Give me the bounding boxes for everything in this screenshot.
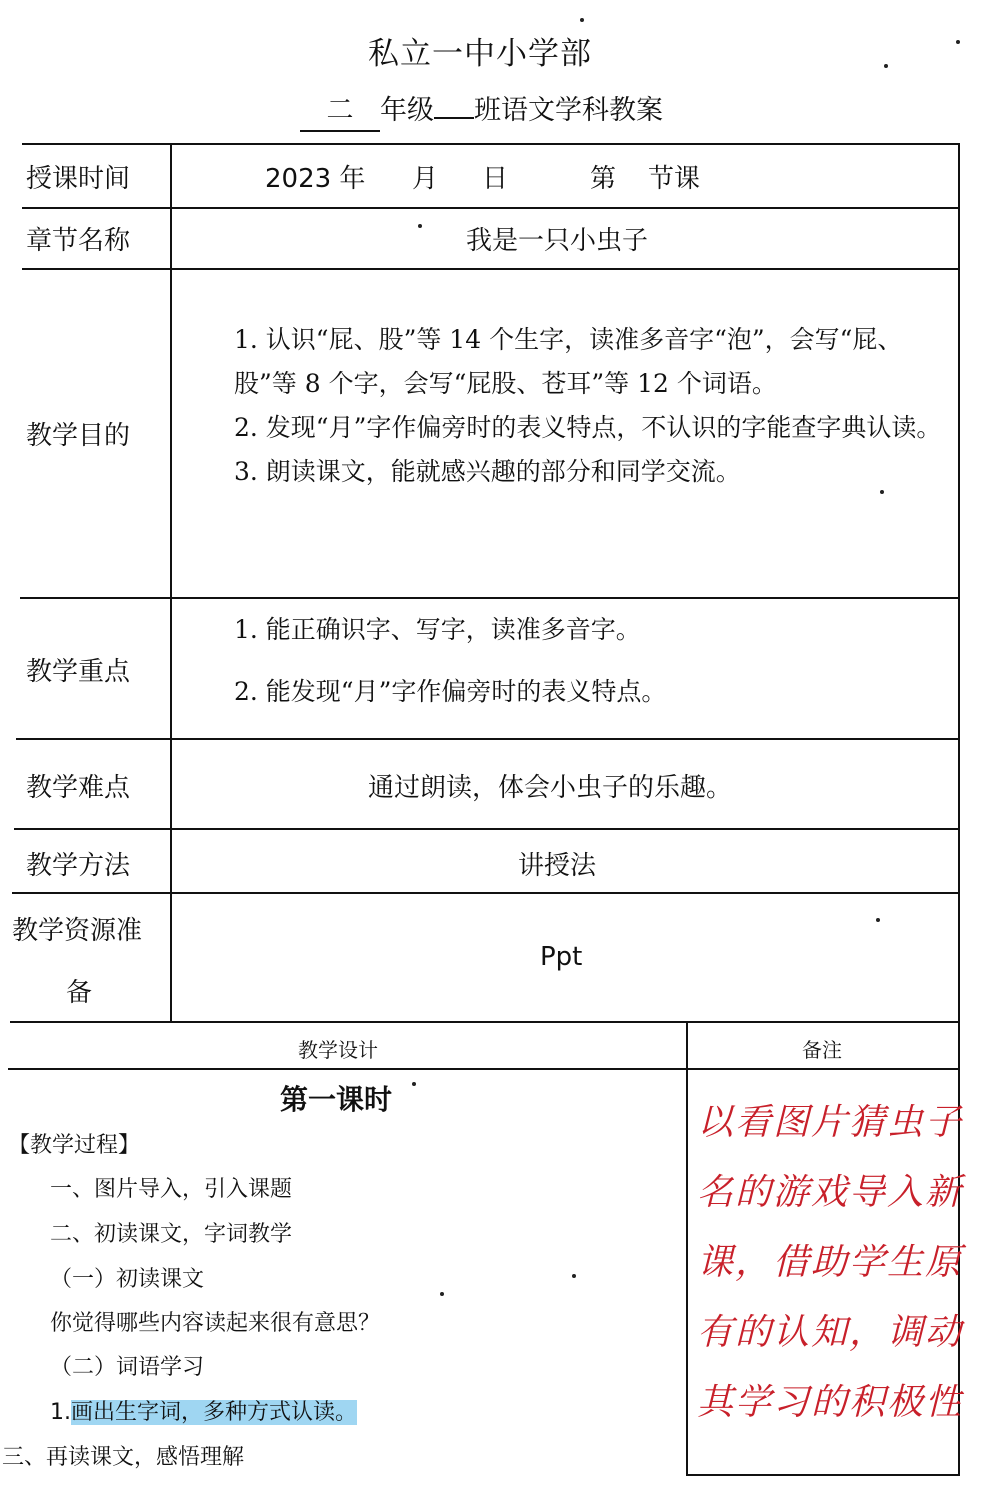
- step-item-highlighted: [50, 1395, 357, 1426]
- highlighted-text: 画出生字词，多种方式认读。: [71, 1400, 358, 1425]
- time-day: 日: [482, 164, 509, 194]
- objectives-list: [182, 318, 952, 494]
- resources-label-line1: 教学资源准: [12, 916, 143, 946]
- key-points-list: [234, 608, 954, 714]
- step-number: 1.: [50, 1400, 71, 1425]
- difficulty-value: 通过朗读，体会小虫子的乐趣。: [368, 773, 733, 803]
- subject-label: 班语文学科教案: [474, 95, 663, 126]
- notes-column-header: 备注: [802, 1038, 842, 1062]
- objective-item: 2. 发现“月”字作偏旁时的表义特点，不认识的字能查字典认读。: [234, 413, 942, 442]
- method-value: 讲授法: [518, 851, 597, 881]
- lesson-plan-subtitle: [300, 92, 663, 132]
- step-item: 三、再读课文，感悟理解: [2, 1445, 245, 1470]
- handwritten-note: 以看图片猜虫子名的游戏导入新课，借助学生原有的认知，调动其学习的积极性: [697, 1102, 964, 1423]
- grade-value: 二: [300, 92, 380, 132]
- class-blank: [434, 117, 474, 119]
- time-year: 2023 年: [265, 164, 366, 194]
- process-title: 【教学过程】: [8, 1133, 141, 1158]
- school-title: 私立一中小学部: [368, 36, 592, 72]
- step-item: （二）词语学习: [50, 1355, 205, 1380]
- session-title: 第一课时: [280, 1083, 393, 1116]
- step-item: 你觉得哪些内容读起来很有意思？: [50, 1311, 381, 1336]
- chapter-label: 章节名称: [26, 226, 131, 256]
- key-point-item: 2. 能发现“月”字作偏旁时的表义特点。: [234, 677, 667, 706]
- objectives-label: 教学目的: [26, 421, 131, 451]
- time-label: 授课时间: [26, 164, 131, 194]
- difficulty-label: 教学难点: [26, 773, 131, 803]
- method-label: 教学方法: [26, 851, 131, 881]
- step-item: （一）初读课文: [50, 1267, 205, 1292]
- grade-label: 年级: [380, 95, 434, 126]
- objective-item: 3. 朗读课文，能就感兴趣的部分和同学交流。: [234, 457, 741, 486]
- resources-value: Ppt: [540, 942, 583, 972]
- time-month: 月: [412, 164, 439, 194]
- key-point-item: 1. 能正确识字、写字，读准多音字。: [234, 615, 641, 644]
- time-period-suffix: 节课: [648, 164, 701, 194]
- key-points-label: 教学重点: [26, 657, 131, 687]
- time-period-prefix: 第: [590, 164, 617, 194]
- resources-label-line2: 备: [66, 978, 93, 1008]
- step-item: 一、图片导入，引入课题: [50, 1177, 293, 1202]
- chapter-value: 我是一只小虫子: [466, 226, 649, 256]
- step-item: 二、初读课文，字词教学: [50, 1222, 293, 1247]
- design-column-header: 教学设计: [298, 1038, 378, 1062]
- objective-item: 1. 认识“屁、股”等 14 个生字，读准多音字“泡”，会写“屁、股”等 8 个字，会写“屁股、苍耳”等 12 个词语。: [234, 325, 903, 398]
